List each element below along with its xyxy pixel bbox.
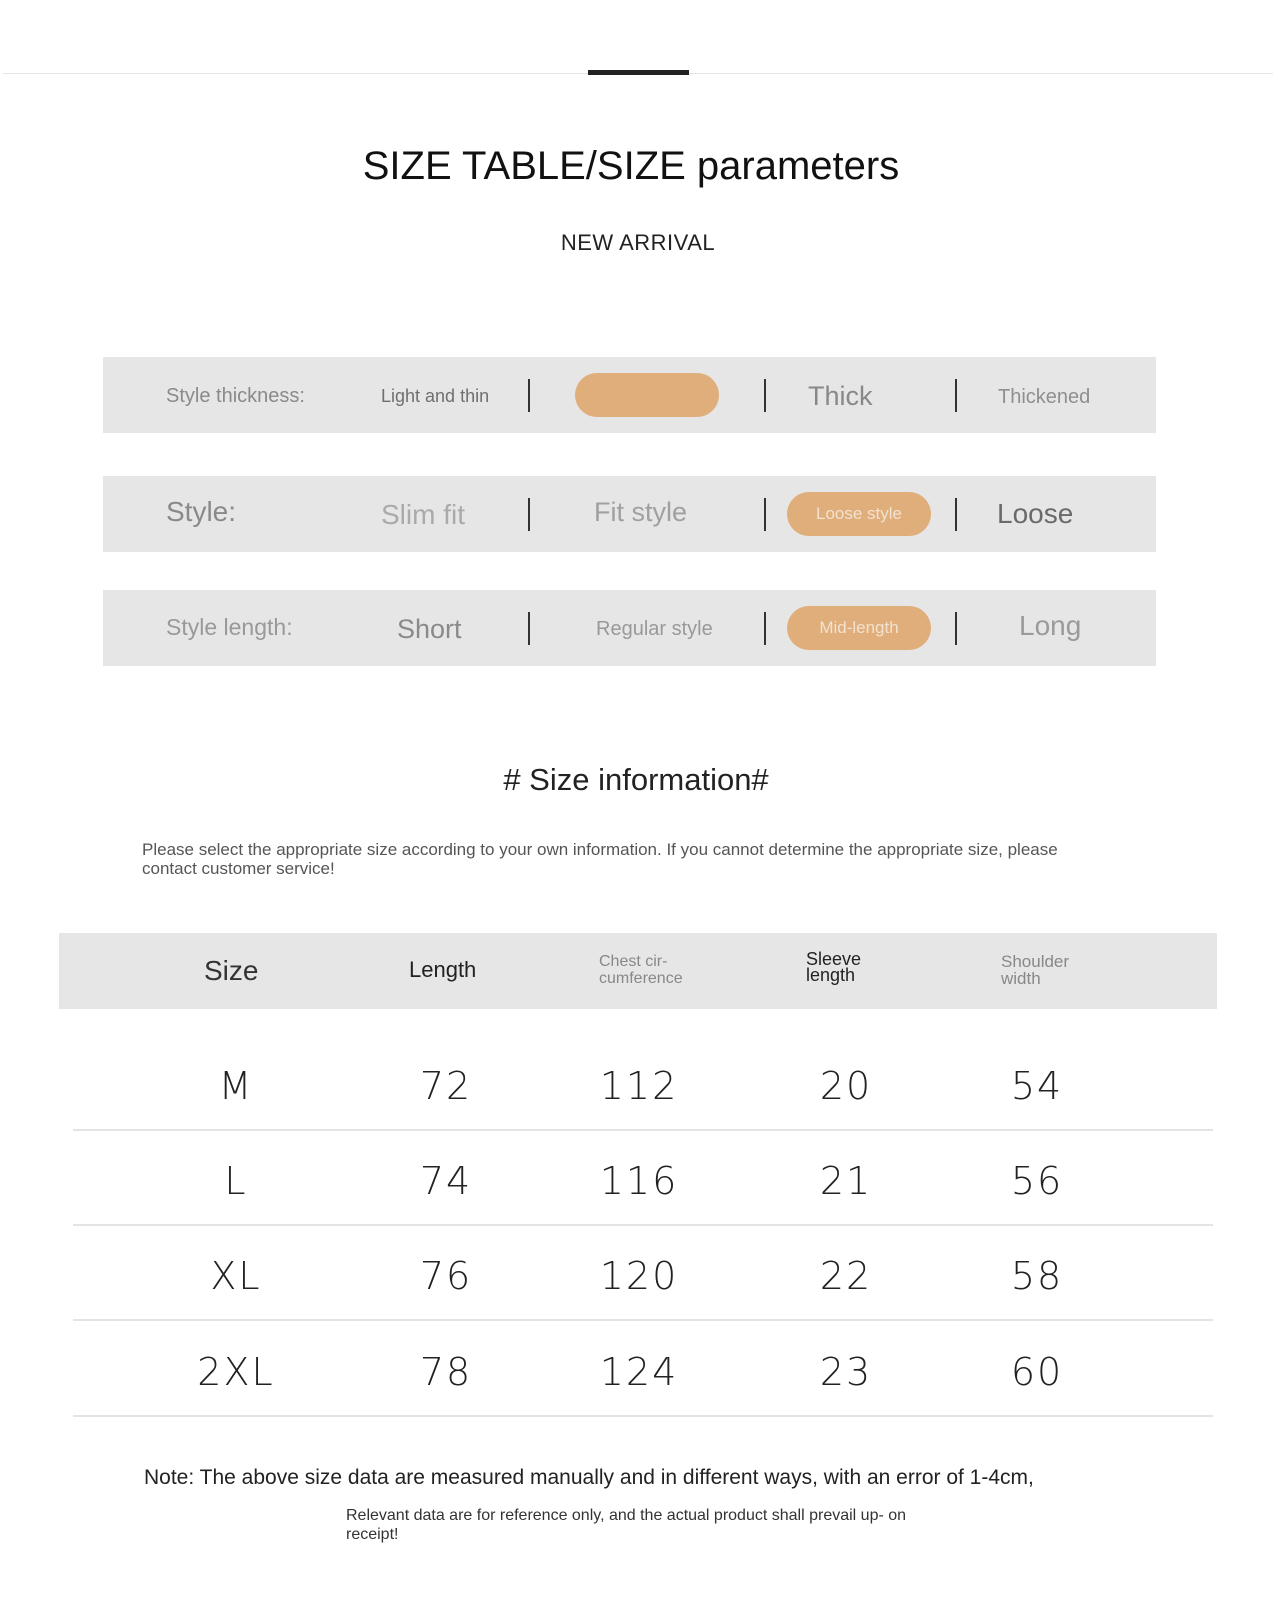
thickness-label: Style thickness: <box>166 385 305 407</box>
cell-sleeve: 21 <box>819 1159 873 1203</box>
reference-note: Relevant data are for reference only, and the actual product shall prevail up- on receipt! <box>346 1507 907 1543</box>
thickness-option-light[interactable]: Light and thin <box>381 386 490 406</box>
cell-shoulder: 56 <box>1010 1159 1064 1203</box>
style-option-selected[interactable]: Loose style <box>787 492 931 536</box>
cell-length: 78 <box>419 1350 473 1394</box>
cell-length: 72 <box>419 1064 473 1108</box>
cell-size: L <box>224 1159 248 1203</box>
style-option-loose[interactable]: Loose <box>997 498 1074 529</box>
thickness-option-selected[interactable] <box>575 373 719 417</box>
length-label: Style length: <box>166 614 293 640</box>
thickness-option-thickened[interactable]: Thickened <box>998 386 1091 408</box>
separator <box>764 498 766 531</box>
page-title: SIZE TABLE/SIZE parameters <box>362 144 900 188</box>
separator <box>764 612 766 645</box>
cell-chest: 120 <box>599 1254 679 1298</box>
thickness-option-thick[interactable]: Thick <box>808 381 873 411</box>
cell-size: 2XL <box>197 1350 275 1394</box>
cell-chest: 124 <box>599 1350 679 1394</box>
separator <box>528 379 530 412</box>
size-table-header <box>59 933 1217 1009</box>
length-option-selected[interactable]: Mid-length <box>787 606 931 650</box>
separator <box>528 498 530 531</box>
top-accent-bar <box>588 70 689 75</box>
cell-sleeve: 20 <box>819 1064 873 1108</box>
cell-length: 76 <box>419 1254 473 1298</box>
measurement-note: Note: The above size data are measured manually and in different ways, with an error of 1-4cm, <box>144 1466 1034 1489</box>
length-option-long[interactable]: Long <box>1019 610 1082 641</box>
header-shoulder: Shoulder width <box>1001 952 1070 988</box>
header-sleeve: Sleeve length <box>806 949 862 985</box>
length-bar <box>103 590 1156 666</box>
header-chest: Chest cir- cumference <box>599 953 683 987</box>
header-size: Size <box>204 955 259 986</box>
separator <box>955 379 957 412</box>
thickness-bar <box>103 357 1156 433</box>
size-info-title: # Size information# <box>503 762 769 797</box>
separator <box>955 498 957 531</box>
style-label: Style: <box>166 496 237 527</box>
length-option-regular[interactable]: Regular style <box>596 618 713 640</box>
length-option-short[interactable]: Short <box>397 614 462 644</box>
cell-chest: 116 <box>599 1159 679 1203</box>
separator <box>528 612 530 645</box>
cell-shoulder: 54 <box>1010 1064 1064 1108</box>
style-option-slim[interactable]: Slim fit <box>381 499 465 530</box>
cell-size: M <box>218 1064 254 1108</box>
cell-sleeve: 22 <box>819 1254 873 1298</box>
style-option-fit[interactable]: Fit style <box>594 497 688 527</box>
table-row <box>73 1320 1213 1417</box>
cell-sleeve: 23 <box>819 1350 873 1394</box>
page-subtitle: NEW ARRIVAL <box>560 230 716 255</box>
separator <box>955 612 957 645</box>
table-row <box>73 1224 1213 1321</box>
size-instruction: Please select the appropriate size according to your own information. If you cannot determine the appropriate size, please contact customer service! <box>142 840 1058 878</box>
cell-shoulder: 58 <box>1010 1254 1064 1298</box>
cell-size: XL <box>210 1254 262 1298</box>
table-row <box>73 1129 1213 1226</box>
cell-chest: 112 <box>599 1064 679 1108</box>
header-length: Length <box>409 957 477 982</box>
separator <box>764 379 766 412</box>
cell-shoulder: 60 <box>1010 1350 1064 1394</box>
style-bar <box>103 476 1156 552</box>
cell-length: 74 <box>419 1159 473 1203</box>
table-row <box>73 1034 1213 1131</box>
